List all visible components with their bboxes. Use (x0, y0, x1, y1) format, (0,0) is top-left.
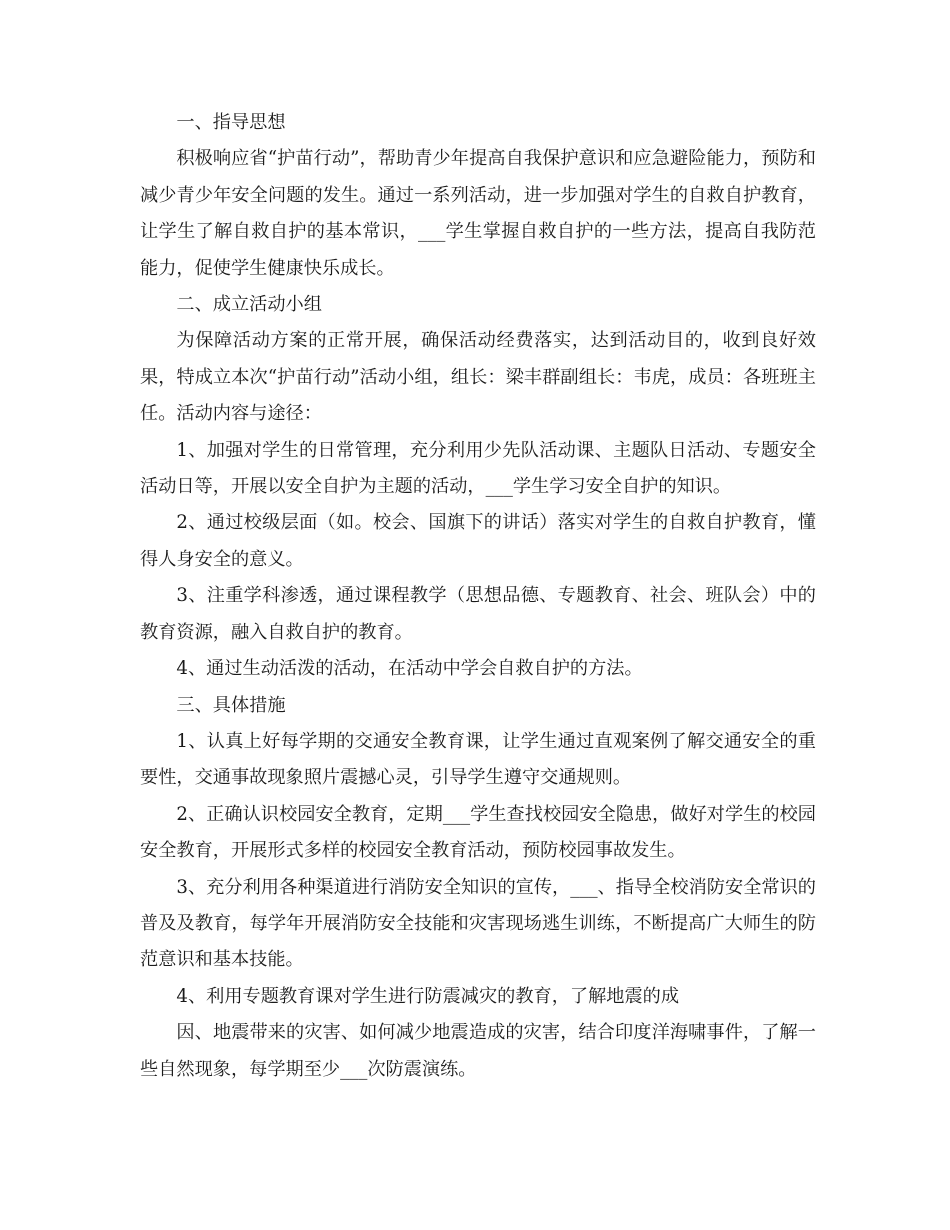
list-item-measure-4-continued: 因、地震带来的灾害、如何减少地震造成的灾害，结合印度洋海啸事件，了解一些自然现象，每学期至少___次防震演练。 (140, 1022, 816, 1080)
paragraph-guiding-ideology: 积极响应省“护苗行动”，帮助青少年提高自我保护意识和应急避险能力，预防和减少青少年安全问题的发生。通过一系列活动，进一步加强对学生的自救自护教育，让学生了解自救自护的基本常识，___学生掌握自救自护的一些方法，提高自我防范能力，促使学生健康快乐成长。 (140, 148, 816, 279)
document-body (140, 105, 816, 1088)
list-item-activity-1: 1、加强对学生的日常管理，充分利用少先队活动课、主题队日活动、专题安全活动日等，开展以安全自护为主题的活动，___学生学习安全自护的知识。 (140, 439, 816, 498)
paragraph-activity-group: 为保障活动方案的正常开展，确保活动经费落实，达到活动目的，收到良好效果，特成立本次“护苗行动”活动小组，组长：梁丰群副组长：韦虎，成员：各班班主任。活动内容与途径： (140, 330, 816, 425)
list-item-measure-2: 2、正确认识校园安全教育，定期___学生查找校园安全隐患，做好对学生的校园安全教育，开展形式多样的校园安全教育活动，预防校园事故发生。 (140, 803, 816, 862)
list-item-measure-3: 3、充分利用各种渠道进行消防安全知识的宣传，___、指导全校消防安全常识的普及及教育，每学年开展消防安全技能和灾害现场逃生训练，不断提高广大师生的防范意识和基本技能。 (140, 876, 816, 971)
list-item-activity-4: 4、通过生动活泼的活动，在活动中学会自救自护的方法。 (176, 658, 643, 680)
section-heading-activity-group: 二、成立活动小组 (176, 294, 322, 316)
list-item-activity-3: 3、注重学科渗透，通过课程教学（思想品德、专题教育、社会、班队会）中的教育资源，融入自救自护的教育。 (140, 585, 816, 643)
section-heading-specific-measures: 三、具体措施 (176, 694, 286, 716)
list-item-measure-1: 1、认真上好每学期的交通安全教育课，让学生通过直观案例了解交通安全的重要性，交通事故现象照片震撼心灵，引导学生遵守交通规则。 (140, 730, 816, 789)
list-item-activity-2: 2、通过校级层面（如。校会、国旗下的讲话）落实对学生的自救自护教育，懂得人身安全的意义。 (140, 512, 816, 570)
list-item-measure-4: 4、利用专题教育课对学生进行防震减灾的教育，了解地震的成 (176, 985, 680, 1007)
section-heading-guiding-ideology: 一、指导思想 (176, 112, 286, 133)
